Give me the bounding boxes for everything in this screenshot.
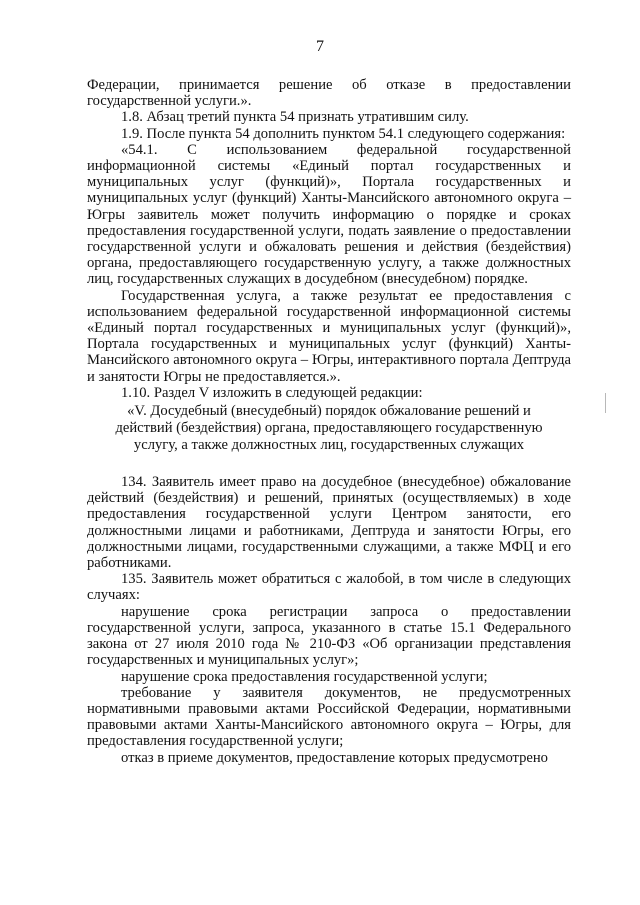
paragraph-135: 135. Заявитель может обратиться с жалобой, в том числе в следующих случаях: <box>87 571 571 604</box>
list-item-term-violation: нарушение срока предоставления государственной услуги; <box>121 668 488 685</box>
list-item-refusal: отказ в приеме документов, предоставление которых предусмотрено <box>121 749 548 766</box>
paragraph-1-10: 1.10. Раздел V изложить в следующей редакции: <box>121 384 423 401</box>
section-gap <box>87 454 571 474</box>
paragraph-54-1: «54.1. С использованием федеральной государственной информационной системы «Единый портал государственных и муниципальных услуг (функций)», Портала государственных и муниципальных услуг (функций) Ханты-Мансийского автономного округа – Югры заявитель может получить информацию о порядке и сроках предоставления государственной услуги, подать заявление о предоставлении государственной услуги и обжаловать решения и действия (бездействия) органа, предоставляющего государственную услугу, а также должностных лиц, государственных служащих в досудебном (внесудебном) порядке. <box>87 141 571 288</box>
list-item-documents-requirement: требование у заявителя документов, не предусмотренных нормативными правовыми актами Российской Федерации, нормативными правовыми актами Ханты-Мансийского автономного округа – Югры, для предоставления государственной услуги; <box>87 684 571 750</box>
margin-mark <box>605 393 609 413</box>
document-body <box>87 77 571 766</box>
paragraph-continuation: Федерации, принимается решение об отказе в предоставлении государственной услуги.». <box>87 77 571 110</box>
page-number: 7 <box>316 38 324 55</box>
paragraph-134: 134. Заявитель имеет право на досудебное (внесудебное) обжалование действий (бездействия) и решений, принятых (осуществляемых) в ходе предоставления государственной услуги Центром занятости, его должностными лицами и работниками, Дептруда и занятости Югры, его должностными лицами, государственными служащими, а также МФЦ и его работниками. <box>87 474 571 572</box>
section-v-title: «V. Досудебный (внесудебный) порядок обжалование решений и действий (бездействия) органа, предоставляющего государственную услугу, а также должностных лиц, государственных служащих <box>115 403 543 454</box>
paragraph-1-8: 1.8. Абзац третий пункта 54 признать утратившим силу. <box>121 109 469 126</box>
list-item-registration-violation: нарушение срока регистрации запроса о предоставлении государственной услуги, запроса, указанного в статье 15.1 Федерального закона от 27 июля 2010 года № 210-ФЗ «Об организации представления государственных и муниципальных услуг»; <box>87 603 571 669</box>
paragraph-service-note: Государственная услуга, а также результат ее предоставления с использованием федеральной государственной информационной системы «Единый портал государственных и муниципальных услуг (функций)», Портала государственных и муниципальных услуг (функций) Ханты-Мансийского автономного округа – Югры, интерактивного портала Дептруда и занятости Югры не предоставляется.». <box>87 287 571 385</box>
paragraph-1-9: 1.9. После пункта 54 дополнить пунктом 54.1 следующего содержания: <box>121 125 566 142</box>
